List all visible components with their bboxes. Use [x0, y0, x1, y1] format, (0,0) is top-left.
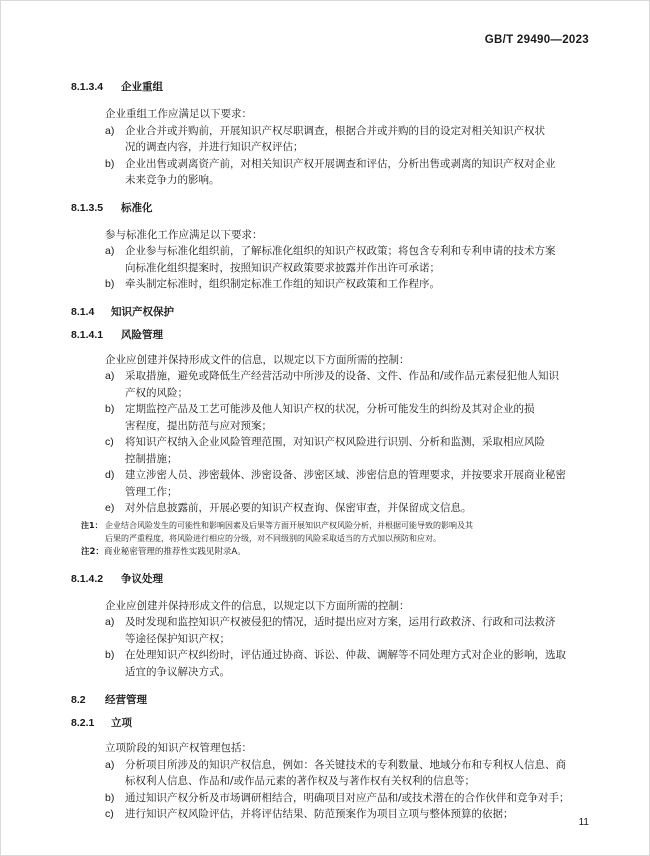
list-marker: b)	[105, 157, 115, 170]
list-item-c	[71, 434, 591, 467]
item-line: 采取措施，避免或降低生产经营活动中所涉及的设备、文件、作品和/或作品元素侵犯他人知识	[125, 370, 560, 382]
item-line: 产权的风险；	[125, 386, 188, 399]
item-line: 通过知识产权分析及市场调研相结合，明确项目对应产品和/或技术潜在的合作伙伴和竞争对手；	[125, 791, 570, 804]
note-text: 商业秘密管理的推荐性实践见附录A。	[103, 546, 246, 557]
note-1	[71, 519, 591, 545]
paragraph: 参与标准化工作应满足以下要求：	[105, 228, 263, 241]
heading-8-1-3-4	[71, 79, 591, 94]
item-line: 对外信息披露前，开展必要的知识产权查询、保密审查，并保留成文信息。	[125, 502, 472, 514]
list-item-c	[71, 806, 591, 823]
note-line: 后果的严重程度，将风险进行相应的分级，对不同级别的风险采取适当的方式加以预防和应对。	[105, 533, 441, 543]
list-marker: a)	[105, 758, 115, 771]
list-item-d	[71, 467, 591, 500]
section-title: 立项	[111, 717, 132, 729]
list-marker: b)	[105, 403, 115, 415]
list-marker: b)	[105, 791, 115, 804]
section-title: 知识产权保护	[111, 305, 174, 318]
item-line: 适宜的争议解决方式。	[125, 665, 230, 678]
list-marker: e)	[105, 502, 115, 514]
heading-8-1-4-2	[71, 571, 591, 586]
section-number: 8.1.4.2	[71, 572, 104, 585]
list-item-a	[71, 757, 591, 790]
item-line: 进行知识产权风险评估，并将评估结果、防范预案作为项目立项与整体预算的依据；	[125, 808, 514, 820]
item-line: 定期监控产品及工艺可能涉及他人知识产权的状况，分析可能发生的纠纷及其对企业的损	[125, 403, 535, 415]
item-line: 控制措施；	[125, 452, 178, 465]
section-number: 8.2.1	[71, 717, 95, 729]
list-marker: b)	[105, 649, 115, 661]
list-item-a	[71, 243, 591, 276]
list-marker: c)	[105, 436, 114, 448]
list-marker: a)	[105, 616, 115, 628]
item-line: 况的调查内容，并进行知识产权评估；	[125, 141, 304, 153]
list-item-b	[71, 276, 591, 293]
item-line: 向标准化组织提案时，按照知识产权政策要求披露并作出许可承诺；	[125, 261, 440, 274]
list-marker: a)	[105, 245, 115, 257]
paragraph: 企业应创建并保持形成文件的信息，以规定以下方面所需的控制：	[105, 353, 410, 366]
page-content	[71, 79, 591, 823]
note-label: 注2：	[81, 546, 104, 557]
item-line: 等途径保护知识产权；	[125, 632, 230, 645]
section-title: 企业重组	[121, 81, 163, 93]
item-line: 分析项目所涉及的知识产权信息，例如：各关键技术的专利数量、地域分布和专利权人信息、商	[125, 758, 566, 771]
section-number: 8.1.3.5	[71, 201, 104, 214]
note-line: 企业结合风险发生的可能性和影响因素及后果等方面开展知识产权风险分析，并根据可能导致的影响及其	[105, 520, 473, 530]
list-item-b	[71, 401, 591, 434]
section-number: 8.1.4.1	[71, 328, 104, 341]
list-item-a	[71, 614, 591, 647]
paragraph: 企业重组工作应满足以下要求：	[105, 108, 252, 120]
list-item-a	[71, 368, 591, 401]
standard-code: GB/T 29490—2023	[484, 34, 589, 46]
item-line: 建立涉密人员、涉密载体、涉密设备、涉密区域、涉密信息的管理要求，并按要求开展商业秘密	[125, 469, 566, 481]
list-item-b	[71, 156, 591, 189]
heading-8-1-4-1	[71, 327, 591, 342]
page-number: 11	[578, 817, 589, 828]
note-label: 注1：	[81, 520, 103, 530]
item-line: 将知识产权纳入企业风险管理范围，对知识产权风险进行识别、分析和监测，采取相应风险	[125, 436, 545, 448]
section-title: 风险管理	[121, 328, 163, 341]
heading-8-1-3-5	[71, 200, 591, 215]
item-line: 害程度，提出防范与应对预案；	[125, 419, 272, 432]
section-number: 8.2	[71, 694, 86, 706]
heading-8-1-4	[71, 304, 591, 319]
section-number: 8.1.4	[71, 305, 95, 318]
item-line: 标权利人信息、作品和/或作品元素的著作权及与著作权有关权利的信息等；	[125, 775, 476, 787]
note-2	[71, 545, 591, 559]
list-item-b	[71, 790, 591, 807]
section-number: 8.1.3.4	[71, 81, 104, 93]
list-marker: b)	[105, 278, 115, 290]
list-item-e	[71, 500, 591, 517]
item-line: 及时发现和监控知识产权被侵犯的情况，适时提出应对方案，运用行政救济、行政和司法救济	[125, 616, 556, 628]
section-title: 争议处理	[121, 572, 163, 585]
section-title: 经营管理	[105, 694, 147, 706]
heading-8-2	[71, 692, 591, 707]
item-line: 管理工作；	[125, 485, 178, 498]
list-marker: d)	[105, 469, 115, 481]
item-line: 企业出售或剥离资产前，对相关知识产权开展调查和评估，分析出售或剥离的知识产权对企业	[125, 157, 556, 170]
list-item-a	[71, 123, 591, 156]
heading-8-2-1	[71, 715, 591, 730]
item-line: 在处理知识产权纠纷时，评估通过协商、诉讼、仲裁、调解等不同处理方式对企业的影响，选取	[125, 649, 566, 661]
list-item-b	[71, 647, 591, 680]
list-marker: a)	[105, 370, 115, 382]
item-line: 未来竞争力的影响。	[125, 174, 220, 186]
list-marker: c)	[105, 808, 114, 820]
item-line: 牵头制定标准时，组织制定标准工作组的知识产权政策和工作程序。	[125, 278, 440, 290]
item-line: 企业参与标准化组织前，了解标准化组织的知识产权政策；将包含专利和专利申请的技术方案	[125, 245, 556, 257]
item-line: 企业合并或并购前，开展知识产权尽职调查，根据合并或并购的目的设定对相关知识产权状	[125, 124, 545, 137]
paragraph: 企业应创建并保持形成文件的信息，以规定以下方面所需的控制：	[105, 599, 410, 612]
list-marker: a)	[105, 124, 115, 137]
section-title: 标准化	[121, 201, 153, 214]
paragraph: 立项阶段的知识产权管理包括：	[105, 742, 252, 754]
